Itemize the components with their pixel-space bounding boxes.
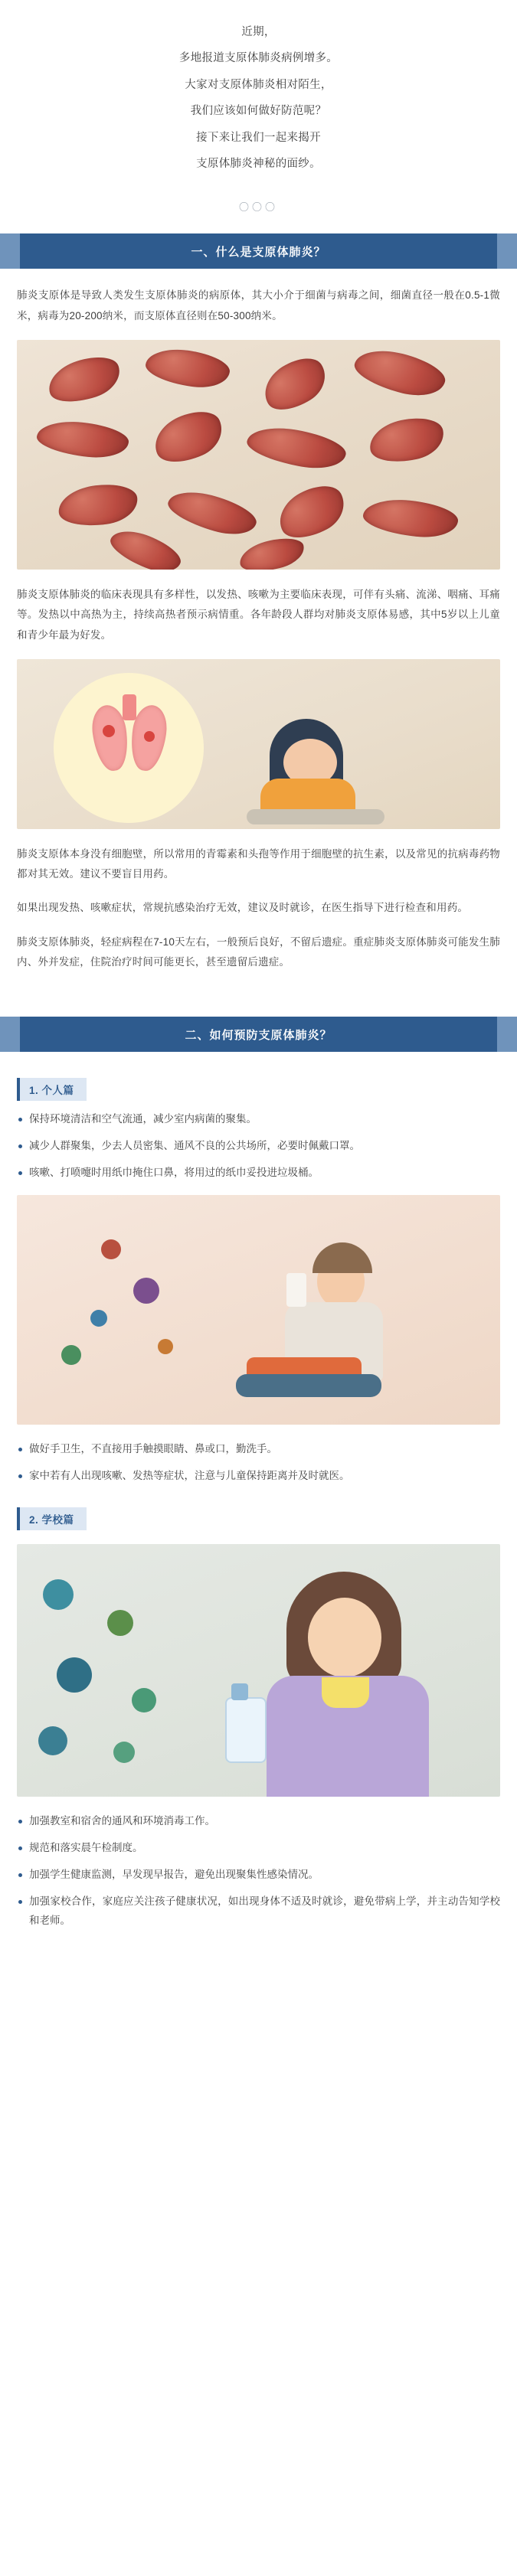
intro-line: 接下来让我们一起来揭开	[196, 131, 321, 144]
cell-shape	[35, 418, 130, 461]
subsection-heading-school: 2. 学校篇	[17, 1507, 87, 1530]
disinfectant-spray-girl-illustration	[17, 1544, 500, 1797]
cell-shape	[362, 496, 460, 541]
lungs-and-coughing-child-illustration	[17, 659, 500, 829]
virus-particle	[57, 1657, 92, 1693]
paragraph: 肺炎支原体肺炎的临床表现具有多样性，以发热、咳嗽为主要临床表现，可伴有头痛、流涕、咽痛、耳痛等。发热以中高热为主，持续高热者预示病情重。各年龄段人群均对肺炎支原体易感，其中5岁以上儿童和青少年最为好发。	[17, 588, 500, 641]
person-drinking-water-illustration	[17, 1195, 500, 1425]
personal-tips-list-2	[0, 1440, 517, 1486]
virus-particle	[133, 1278, 159, 1304]
virus-particle	[107, 1610, 133, 1636]
virus-particle	[132, 1688, 156, 1712]
cell-shape	[351, 343, 450, 403]
cell-shape	[56, 480, 140, 531]
infection-spot	[144, 731, 155, 742]
girl-collar	[322, 1677, 369, 1708]
virus-particle	[43, 1579, 74, 1610]
section-title: 一、什么是支原体肺炎？	[191, 245, 326, 259]
virus-particle	[38, 1726, 67, 1755]
section1-text-1	[0, 286, 517, 326]
virus-particle	[90, 1310, 107, 1327]
intro-line: 多地报道支原体肺炎病例增多。	[178, 52, 339, 65]
personal-tips-list-1	[0, 1110, 517, 1183]
cell-shape	[43, 349, 125, 410]
ground-shadow	[247, 809, 384, 824]
spacer	[0, 986, 517, 1017]
paragraph: 如果出现发热、咳嗽症状，常规抗感染治疗无效，建议及时就诊，在医生指导下进行检查和用药。	[17, 902, 469, 914]
cell-shape	[164, 484, 260, 541]
paragraph: 肺炎支原体是导致人类发生支原体肺炎的病原体，其大小介于细菌与病毒之间，细菌直径一般在0.5-1微米，病毒为20-200纳米，而支原体直径则在50-300纳米。	[17, 289, 500, 322]
trachea	[123, 694, 136, 720]
virus-particle	[101, 1239, 121, 1259]
list-item: 加强家校合作，家庭应关注孩子健康状况，如出现身体不适及时就诊，避免带病上学，并主动告知学校和老师。	[17, 1892, 500, 1931]
list-item: 保持环境清洁和空气流通，减少室内病菌的聚集。	[17, 1110, 500, 1129]
cell-shape	[271, 476, 353, 547]
virus-particle	[113, 1742, 135, 1763]
intro-line: 我们应该如何做好防范呢？	[190, 105, 327, 118]
virus-particle	[158, 1339, 173, 1354]
section-bar-right-edge	[497, 1017, 517, 1052]
cell-shape	[147, 403, 230, 472]
school-tips-list	[0, 1812, 517, 1931]
subsection-heading-personal: 1. 个人篇	[17, 1078, 87, 1101]
section-bar-right-edge	[497, 233, 517, 269]
person-hair	[312, 1242, 372, 1273]
cell-shape	[244, 422, 348, 474]
list-item: 规范和落实晨午检制度。	[17, 1839, 500, 1858]
section-header-2	[0, 1017, 517, 1052]
cell-shape	[106, 523, 185, 570]
cell-shape	[237, 533, 308, 570]
cell-shape	[256, 348, 335, 420]
list-item: 加强教室和宿舍的通风和环境消毒工作。	[17, 1812, 500, 1831]
cell-shape	[365, 412, 447, 468]
section-title: 二、如何预防支原体肺炎？	[185, 1028, 332, 1042]
intro-line: 近期，	[241, 26, 276, 38]
list-item: 减少人群聚集，少去人员密集、通风不良的公共场所，必要时佩戴口罩。	[17, 1137, 500, 1156]
person-pants	[236, 1374, 381, 1397]
decorative-divider: 〇〇〇	[238, 201, 278, 214]
section-bar-left-edge	[0, 1017, 20, 1052]
virus-particle	[61, 1345, 81, 1365]
paragraph: 肺炎支原体本身没有细胞壁，所以常用的青霉素和头孢等作用于细胞壁的抗生素，以及常见的抗病毒药物都对其无效。建议不要盲目用药。	[17, 847, 500, 880]
intro-line: 支原体肺炎神秘的面纱。	[196, 157, 321, 170]
section1-text-3	[0, 844, 517, 973]
water-glass	[286, 1273, 306, 1307]
spray-nozzle	[231, 1683, 248, 1700]
infection-spot	[103, 725, 115, 737]
cell-shape	[143, 344, 231, 391]
section1-text-2	[0, 585, 517, 645]
list-item: 咳嗽、打喷嚏时用纸巾掩住口鼻，将用过的纸巾妥投进垃圾桶。	[17, 1164, 500, 1183]
list-item: 做好手卫生，不直接用手触摸眼睛、鼻或口，勤洗手。	[17, 1440, 500, 1459]
section-header-1	[0, 233, 517, 269]
spacer	[0, 1943, 517, 1960]
intro-line: 大家对支原体肺炎相对陌生，	[185, 78, 332, 91]
spray-bottle	[225, 1697, 267, 1763]
intro-block	[0, 0, 517, 188]
section-bar-left-edge	[0, 233, 20, 269]
list-item: 家中若有人出现咳嗽、发热等症状，注意与儿童保持距离并及时就医。	[17, 1467, 500, 1486]
paragraph: 肺炎支原体肺炎，轻症病程在7-10天左右，一般预后良好，不留后遗症。重症肺炎支原体肺炎可能发生肺内、外并发症，住院治疗时间可能更长，甚至遗留后遗症。	[17, 935, 500, 968]
mycoplasma-cells-illustration	[17, 340, 500, 570]
girl-face	[308, 1598, 381, 1677]
list-item: 加强学生健康监测，早发现早报告，避免出现聚集性感染情况。	[17, 1866, 500, 1885]
